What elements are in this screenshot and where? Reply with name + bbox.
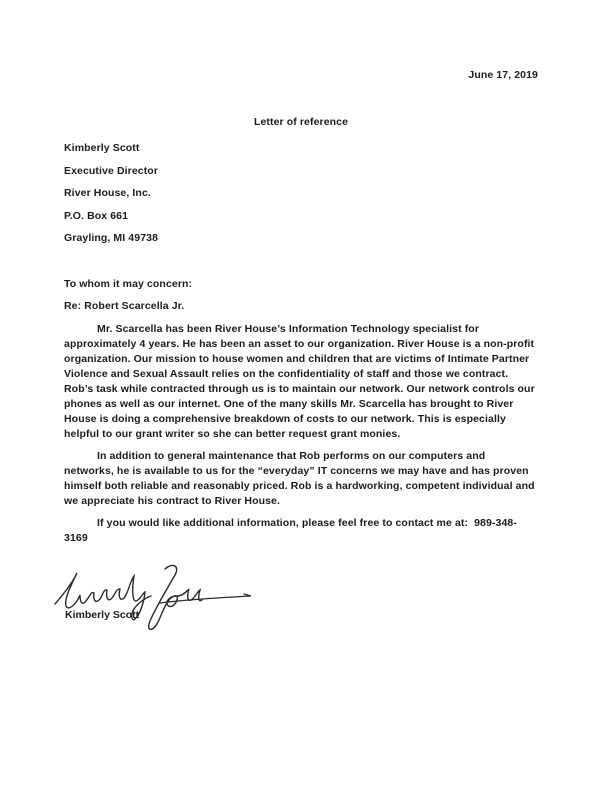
body-paragraph-2: In addition to general maintenance that Rob performs on our computers and networks, he is available to us for the “everyday” IT concerns we may have and has proven himself both reliable and reasonably priced. Rob is a hardworking, competent individual and we appreciate his contract to River House.: [64, 449, 535, 507]
typed-signature-name: Kimberly Scott: [65, 608, 140, 621]
re-line: Re: Robert Scarcella Jr.: [64, 299, 185, 312]
closing-contact-line: If you would like additional information, please feel free to contact me at: 989-348-3169: [64, 516, 517, 544]
sender-address-block: [64, 141, 538, 246]
body-paragraph-1: Mr. Scarcella has been River House’s Information Technology specialist for approximately 4 years. He has been an asset to our organization. River House is a non-profit organization. Our mission to house women and children that are victims of Intimate Partner Violence and Sexual Assault relies on the confidentiality of staff and those we contract. Rob’s task while contracted through us is to maintain our network. Our network controls our phones as well as our internet. One of the many skills Mr. Scarcella has brought to River House is doing a comprehensive breakdown of costs to our network. This is especially helpful to our grant writer so she can better request grant monies.: [64, 322, 535, 440]
sender-job-title: Executive Director: [64, 164, 159, 177]
letter-title: Letter of reference: [253, 116, 349, 128]
sender-organization: River House, Inc.: [64, 187, 151, 199]
spacer: [64, 254, 538, 277]
sender-name: Kimberly Scott: [64, 142, 140, 154]
letter-date: June 17, 2019: [468, 69, 538, 81]
salutation: To whom it may concern:: [64, 277, 193, 290]
sender-po-box: P.O. Box 661: [64, 209, 129, 222]
handwritten-signature-icon: [48, 562, 263, 634]
signature-block: [48, 562, 308, 642]
sender-city-state-zip: Grayling, MI 49738: [64, 232, 159, 244]
